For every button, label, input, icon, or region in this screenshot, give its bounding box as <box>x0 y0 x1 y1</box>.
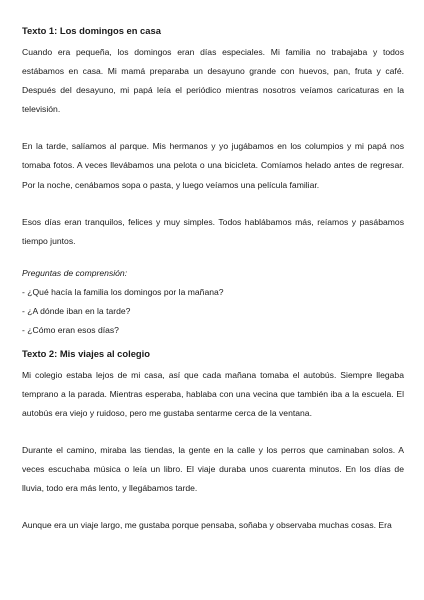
question-item: - ¿A dónde iban en la tarde? <box>22 305 131 316</box>
text2-paragraph-1: Mi colegio estaba lejos de mi casa, así que cada mañana tomaba el autobús. Siempre llegaba temprano a la parada. Mientras esperaba, hablaba con una vecina que también iba a la escuela. El autobús era viejo y ruidoso, pero me gustaba sentarme cerca de la ventana. <box>22 369 404 419</box>
questions-title: Preguntas de comprensión: <box>22 267 128 278</box>
text2-paragraph-3: Aunque era un viaje largo, me gustaba porque pensaba, soñaba y observaba muchas cosas. Era <box>22 520 392 531</box>
text1-paragraph-2: En la tarde, salíamos al parque. Mis hermanos y yo jugábamos en los columpios y mi papá nos tomaba fotos. A veces llevábamos una pelota o una bicicleta. Comíamos helado antes de regresar. Por la noche, cenábamos sopa o pasta, y luego veíamos una película familiar. <box>22 141 404 190</box>
text2-title: Texto 2: Mis viajes al colegio <box>22 347 150 359</box>
text2-paragraph-2: Durante el camino, miraba las tiendas, la gente en la calle y los perros que caminaban solos. A veces escuchaba música o leía un libro. El viaje duraba unos cuarenta minutos. En los días de lluvia, todo era más lento, y llegábamos tarde. <box>22 445 404 494</box>
document-page <box>22 24 404 536</box>
text1-paragraph-3: Esos días eran tranquilos, felices y muy simples. Todos hablábamos más, reíamos y pasábamos tiempo juntos. <box>22 216 404 246</box>
text1-title: Texto 1: Los domingos en casa <box>22 25 161 36</box>
text1-paragraph-1: Cuando era pequeña, los domingos eran días especiales. Mi familia no trabajaba y todos estábamos en casa. Mi mamá preparaba un desayuno grande con huevos, pan, fruta y café. Después del desayuno, mi papá leía el periódico mientras nosotros veíamos caricaturas en la televisión. <box>22 47 404 115</box>
question-item: - ¿Cómo eran esos días? <box>22 324 119 335</box>
question-item: - ¿Qué hacía la familia los domingos por la mañana? <box>22 286 224 297</box>
